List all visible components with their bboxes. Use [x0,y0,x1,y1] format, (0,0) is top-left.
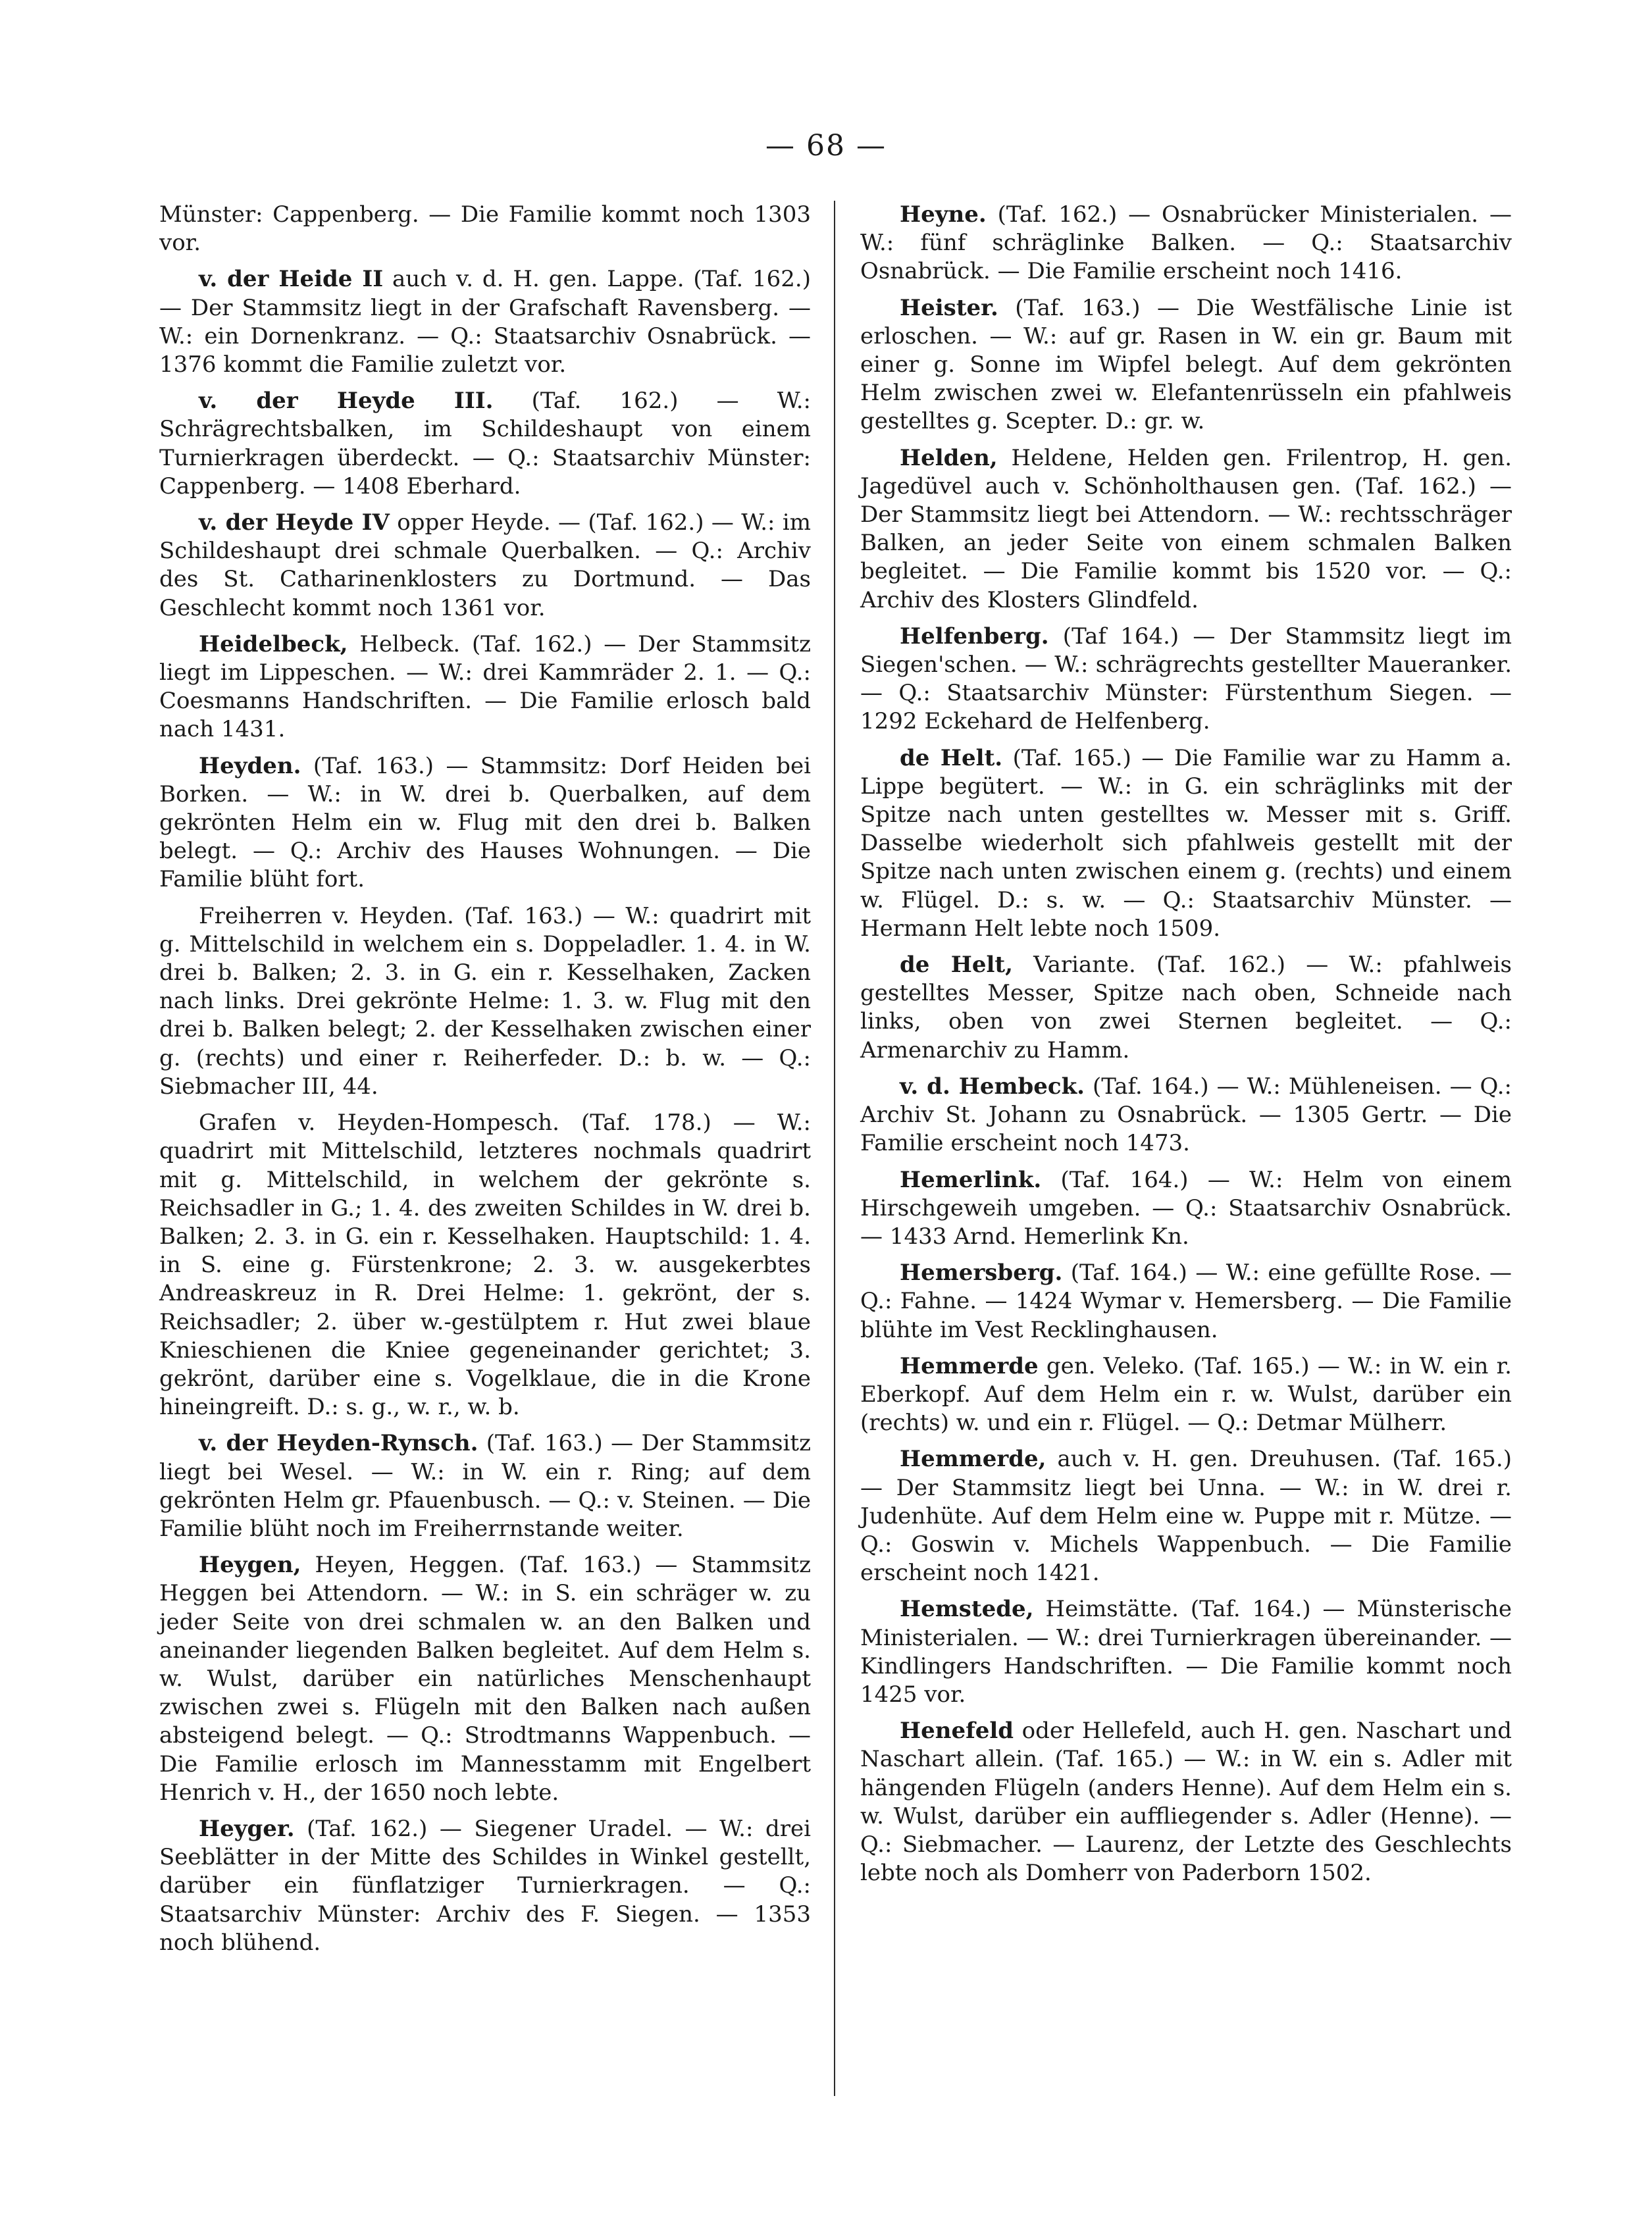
entry: Hemmerde gen. Veleko. (Taf. 165.) — W.: in W. ein r. Eberkopf. Auf dem Helm ein r. w. Wulst, darüber ein (rechts) w. und ein r. Flügel. — Q.: Detmar Mülherr. [860,1352,1512,1437]
entry: Heyne. (Taf. 162.) — Osnabrücker Ministerialen. — W.: fünf schräglinke Balken. — Q.: Staatsarchiv Osnabrück. — Die Familie erscheint noch 1416. [860,201,1512,285]
entry: v. der Heyden-Rynsch. (Taf. 163.) — Der Stammsitz liegt bei Wesel. — W.: in W. ein r. Ring; auf dem gekrönten Helm gr. Pfauenbusch. — Q.: v. Steinen. — Die Familie blüht noch im Freiherrnstande weiter. [159,1430,811,1542]
entry: Hemersberg. (Taf. 164.) — W.: eine gefüllte Rose. — Q.: Fahne. — 1424 Wymar v. Hemersberg. — Die Familie blühte im Vest Recklinghausen. [860,1260,1512,1343]
entry: Heygen, Heyen, Heggen. (Taf. 163.) — Stammsitz Heggen bei Attendorn. — W.: in S. ein schräger w. zu jeder Seite von drei schmalen w. an den Balken und aneinander liegenden Balken begleitet. Auf dem Helm s. w. Wulst, darüber ein natürliches Menschenhaupt zwischen zwei s. Flügeln mit den Balken nach außen absteigend belegt. — Q.: Strodtmanns Wappenbuch. — Die Familie erlosch im Mannesstamm mit Engelbert Henrich v. H., der 1650 noch lebte. [159,1552,811,1806]
entry: Heyger. (Taf. 162.) — Siegener Uradel. — W.: drei Seeblätter in der Mitte des Schildes in Winkel gestellt, darüber ein fünflatziger Turnierkragen. — Q.: Staatsarchiv Münster: Archiv des F. Siegen. — 1353 noch blühend. [159,1815,811,1956]
entry: Hemstede, Heimstätte. (Taf. 164.) — Münsterische Ministerialen. — W.: drei Turnierkragen übereinander. — Kindlingers Handschriften. — Die Familie kommt noch 1425 vor. [860,1596,1512,1708]
entry: Grafen v. Heyden-Hompesch. (Taf. 178.) — W.: quadrirt mit Mittelschild, letzteres nochmals quadrirt mit g. Mittelschild, in welchem der gekrönte s. Reichsadler in G.; 1. 4. des zweiten Schildes in W. drei b. Balken; 2. 3. in G. ein r. Kesselhaken. Hauptschild: 1. 4. in S. eine g. Fürstenkrone; 2. 3. w. ausgekerbtes Andreaskreuz in R. Drei Helme: 1. gekrönt, der s. Reichsadler; 2. über w.-gestülptem r. Hut zwei blaue Knieschienen die Kniee gegeneinander gerichtet; 3. gekrönt, darüber eine s. Vogelklaue, die in die Krone hineingreift. D.: s. g., w. r., w. b. [159,1110,811,1421]
entry: de Helt. (Taf. 165.) — Die Familie war zu Hamm a. Lippe begütert. — W.: in G. ein schräglinks mit der Spitze nach unten gestelltes w. Messer mit s. Griff. Dasselbe wiederholt sich pfahlweis gestellt mit der Spitze nach unten zwischen einem g. (rechts) und einem w. Flügel. D.: s. w. — Q.: Staatsarchiv Münster. — Hermann Helt lebte noch 1509. [860,744,1512,942]
entry: Hemmerde, auch v. H. gen. Dreuhusen. (Taf. 165.) — Der Stammsitz liegt bei Unna. — W.: in W. drei r. Judenhüte. Auf dem Helm eine w. Puppe mit r. Mütze. — Q.: Goswin v. Michels Wappenbuch. — Die Familie erscheint noch 1421. [860,1446,1512,1587]
entry: Henefeld oder Hellefeld, auch H. gen. Naschart und Naschart allein. (Taf. 165.) — W.: in W. ein s. Adler mit hängenden Flügeln (anders Henne). Auf dem Helm ein s. w. Wulst, darüber ein auffliegender s. Adler (Henne). — Q.: Siebmacher. — Laurenz, der Letzte des Geschlechts lebte noch als Domherr von Paderborn 1502. [860,1718,1512,1887]
entry: v. der Heyde III. (Taf. 162.) — W.: Schrägrechtsbalken, im Schildeshaupt von einem Turnierkragen überdeckt. — Q.: Staatsarchiv Münster: Cappenberg. — 1408 Eberhard. [159,388,812,499]
entry: v. d. Hembeck. (Taf. 164.) — W.: Mühleneisen. — Q.: Archiv St. Johann zu Osnabrück. — 1305 Gertr. — Die Familie erscheint noch 1473. [860,1073,1512,1157]
right-column [860,201,1512,1895]
entry: Hemerlink. (Taf. 164.) — W.: Helm von einem Hirschgeweih umgeben. — Q.: Staatsarchiv Osnabrück. — 1433 Arnd. Hemerlink Kn. [860,1166,1512,1250]
entry: de Helt, Variante. (Taf. 162.) — W.: pfahlweis gestelltes Messer, Spitze nach oben, Schneide nach links, oben von zwei Sternen begleitet. — Q.: Armenarchiv zu Hamm. [860,952,1512,1063]
entry: v. der Heide II auch v. d. H. gen. Lappe. (Taf. 162.) — Der Stammsitz liegt in der Grafschaft Ravensberg. — W.: ein Dornenkranz. — Q.: Staatsarchiv Osnabrück. — 1376 kommt die Familie zuletzt vor. [159,266,811,378]
entry: Heister. (Taf. 163.) — Die Westfälische Linie ist erloschen. — W.: auf gr. Rasen in W. ein gr. Baum mit einer g. Sonne im Wipfel belegt. Auf dem gekrönten Helm zwischen zwei w. Elefantenrüsseln ein pfahlweis gestelltes g. Scepter. D.: gr. w. [860,294,1512,435]
entry: Münster: Cappenberg. — Die Familie kommt noch 1303 vor. [159,201,811,257]
entry: Helden, Heldene, Helden gen. Frilentrop, H. gen. Jagedüvel auch v. Schönholthausen gen. (Taf. 162.) — Der Stammsitz liegt bei Attendorn. — W.: rechtsschräger Balken, an jeder Seite von einem schmalen Balken begleitet. — Die Familie kommt bis 1520 vor. — Q.: Archiv des Klosters Glindfeld. [860,444,1512,613]
entry: Helfenberg. (Taf 164.) — Der Stammsitz liegt im Siegen'schen. — W.: schrägrechts gestellter Maueranker. — Q.: Staatsarchiv Münster: Fürstenthum Siegen. — 1292 Eckehard de Helfenberg. [860,623,1512,735]
left-column [159,201,811,1965]
entry: v. der Heyde IV opper Heyde. — (Taf. 162.) — W.: im Schildeshaupt drei schmale Querbalken. — Q.: Archiv des St. Catharinenklosters zu Dortmund. — Das Geschlecht kommt noch 1361 vor. [159,509,811,621]
entry: Heidelbeck, Helbeck. (Taf. 162.) — Der Stammsitz liegt im Lippeschen. — W.: drei Kammräder 2. 1. — Q.: Coesmanns Handschriften. — Die Familie erlosch bald nach 1431. [159,630,811,743]
entry: Heyden. (Taf. 163.) — Stammsitz: Dorf Heiden bei Borken. — W.: in W. drei b. Querbalken, auf dem gekrönten Helm ein w. Flug mit den drei b. Balken belegt. — Q.: Archiv des Hauses Wohnungen. — Die Familie blüht fort. [159,752,811,893]
page-number: — 68 — [765,129,887,163]
entry: Freiherren v. Heyden. (Taf. 163.) — W.: quadrirt mit g. Mittelschild in welchem ein s. Doppeladler. 1. 4. in W. drei b. Balken; 2. 3. in G. ein r. Kesselhaken, Zacken nach links. Drei gekrönte Helme: 1. 3. w. Flug mit den drei b. Balken belegt; 2. der Kesselhaken zwischen einer g. (rechts) und einer r. Reiherfeder. D.: b. w. — Q.: Siebmacher III, 44. [159,902,811,1100]
